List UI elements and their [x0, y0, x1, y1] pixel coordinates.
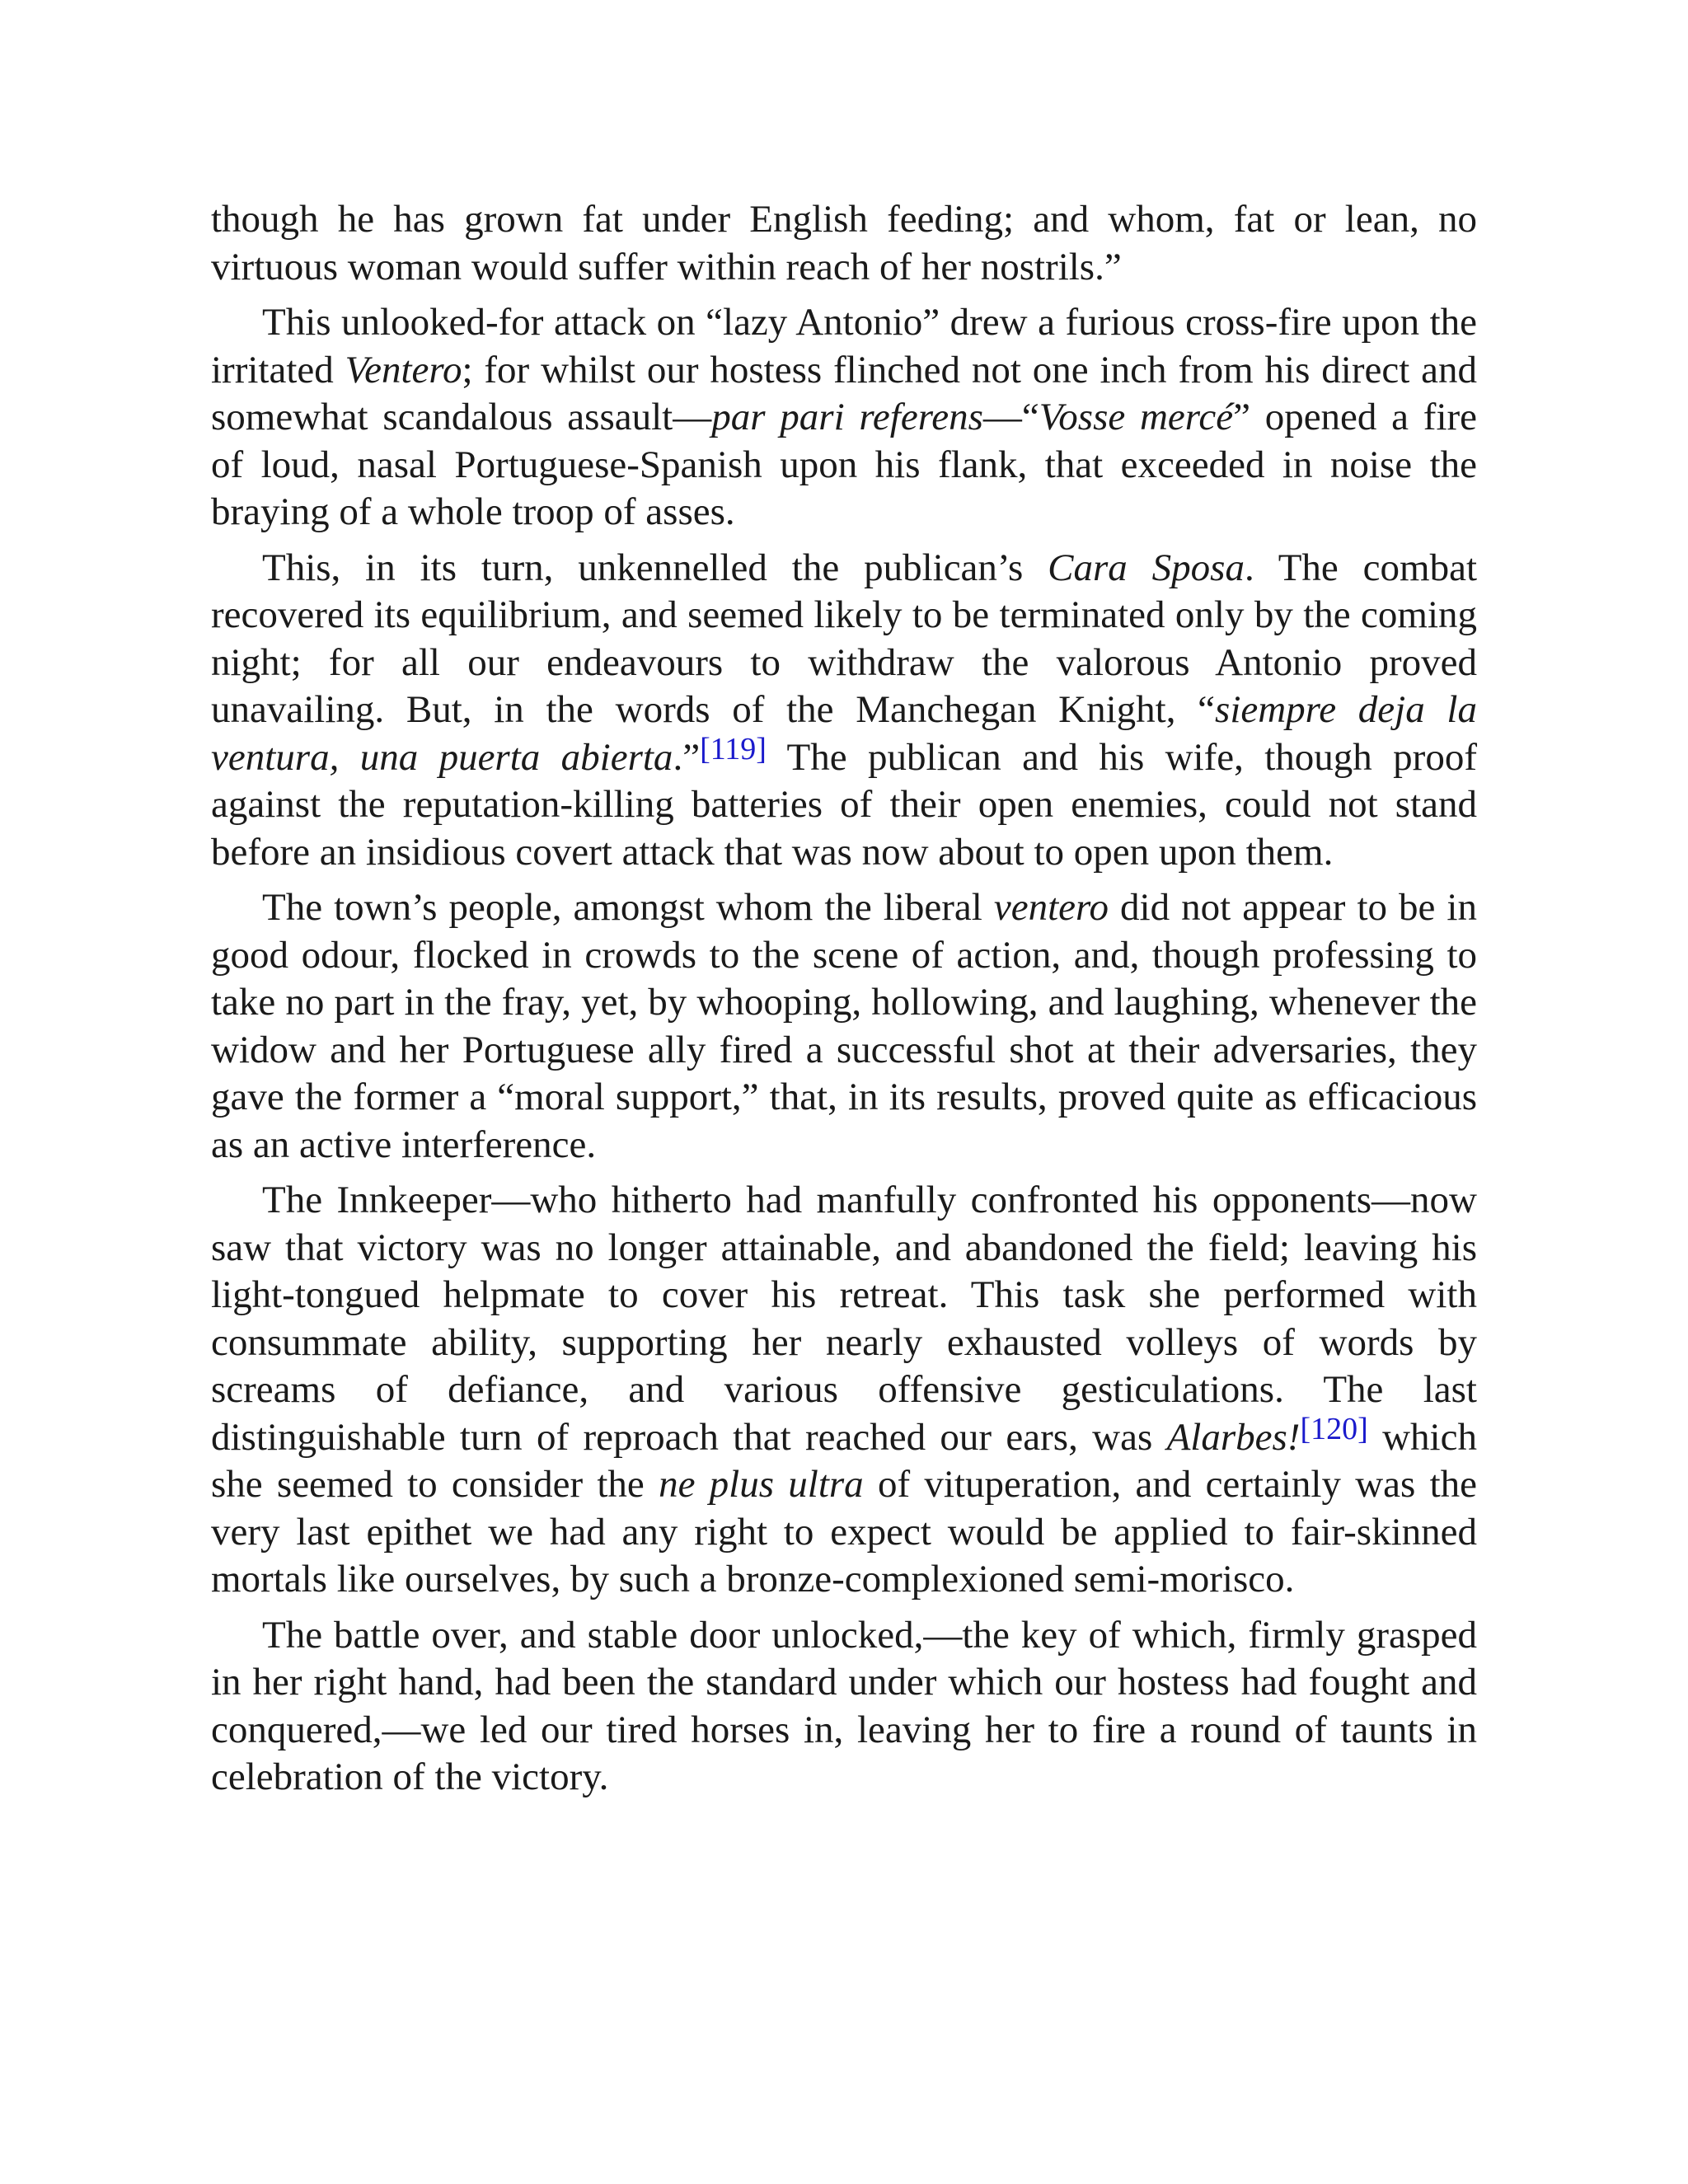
text-run: . The combat recovered its equilibrium, and seemed likely to be terminated only by the coming night; for all our endeavours to withdraw the valorous Antonio proved unavailing. But, in the words of the Manchegan Knight, “: [211, 546, 1478, 731]
text-run: though he has grown fat under English feeding; and whom, fat or lean, no virtuous woman would suffer within reach of her nostrils.”: [211, 198, 1477, 288]
text-run: This unlooked-for attack on “lazy Antonio” drew a furious cross-fire upon the irritated: [211, 301, 1477, 391]
text-run: The publican and his wife, though proof against the reputation-killing batteries of their open enemies, could not stand before an insidious covert attack that was now about to open upon them.: [211, 735, 1477, 874]
text-run: of vituperation, and certainly was the very last epithet we had any right to expect would be applied to fair-skinned mortals like ourselves, by such a bronze-complexioned semi-morisco.: [211, 1463, 1477, 1601]
text-run: —“: [982, 396, 1039, 438]
italic-phrase: Ventero: [345, 348, 462, 391]
text-run: which she seemed to consider the: [211, 1415, 1477, 1506]
footnote-link[interactable]: [120]: [1300, 1411, 1368, 1446]
text-run: did not appear to be in good odour, flocked in crowds to the scene of action, and, though professing to take no part in the fray, yet, by whooping, hollowing, and laughing, whenever the widow and her Portuguese ally fired a successful shot at their adversaries, they gave the former a “moral support,” that, in its results, proved quite as efficacious as an active interference.: [211, 886, 1477, 1166]
footnote-link[interactable]: [119]: [700, 731, 767, 766]
italic-phrase: siempre deja la ventura, una puerta abierta: [211, 688, 1477, 779]
italic-phrase: ventero: [993, 886, 1109, 929]
text-run: The town’s people, amongst whom the liberal: [262, 886, 994, 929]
paragraph: [211, 1177, 1477, 1604]
text-run: ; for whilst our hostess flinched not one inch from his direct and somewhat scandalous assault—: [211, 348, 1477, 438]
italic-phrase: par pari referens: [711, 396, 983, 438]
text-run: ” opened a fire of loud, nasal Portuguese-Spanish upon his flank, that exceeded in noise the braying of a whole troop of asses.: [211, 396, 1478, 533]
italic-phrase: ne plus ultra: [659, 1463, 864, 1506]
italic-phrase: Alarbes!: [1166, 1415, 1301, 1459]
italic-phrase: Vosse mercé: [1039, 396, 1234, 438]
text-run: The battle over, and stable door unlocked,—the key of which, firmly grasped in her right hand, had been the standard under which our hostess had fought and conquered,—we led our tired horses in, leaving her to fire a round of taunts in celebration of the victory.: [211, 1613, 1477, 1798]
text-run: This, in its turn, unkennelled the publican’s: [262, 546, 1048, 589]
text-run: The Innkeeper—who hitherto had manfully confronted his opponents—now saw that victory was no longer attainable, and abandoned the field; leaving his light-tongued helpmate to cover his retreat. This task she performed with consummate ability, supporting her nearly exhausted volleys of words by screams of defiance, and various offensive gesticulations. The last distinguishable turn of reproach that reached our ears, was: [211, 1179, 1477, 1459]
paragraph: [211, 884, 1477, 1169]
paragraph: [211, 299, 1477, 537]
page-body: [211, 196, 1477, 1810]
paragraph: [211, 196, 1477, 291]
italic-phrase: Cara Sposa: [1048, 546, 1245, 589]
paragraph: [211, 545, 1477, 877]
paragraph: [211, 1612, 1477, 1802]
text-run: .”: [673, 735, 701, 779]
